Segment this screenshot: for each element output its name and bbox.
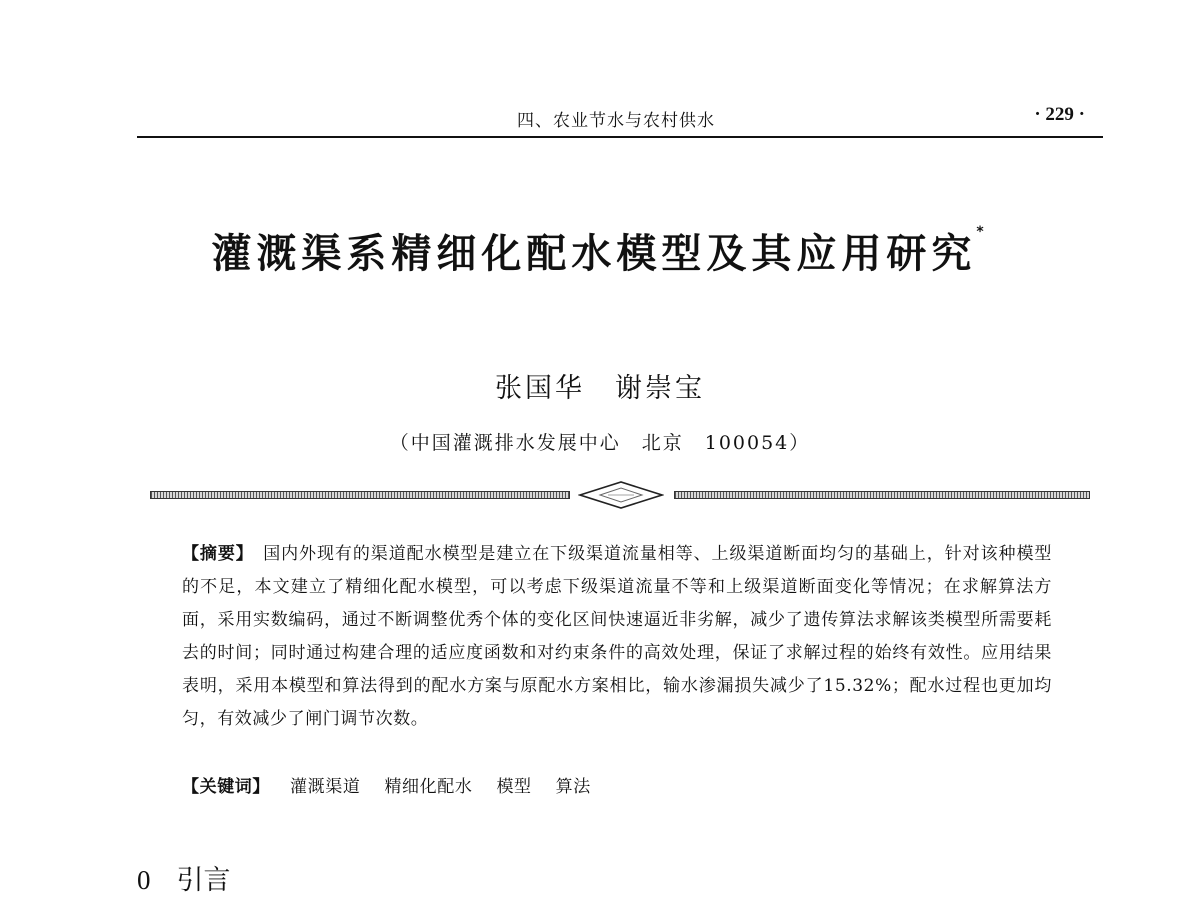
page-number: · 229 · bbox=[1034, 104, 1085, 125]
keyword: 灌溉渠道 bbox=[290, 777, 361, 797]
diamond-ornament-icon bbox=[578, 480, 664, 510]
abstract-label: 【摘要】 bbox=[182, 544, 246, 564]
divider-bar-left bbox=[150, 491, 570, 499]
keywords-label: 【关键词】 bbox=[182, 777, 270, 797]
section-title: 引言 bbox=[176, 865, 231, 896]
affiliation: （中国灌溉排水发展中心 北京 100054） bbox=[389, 432, 811, 454]
running-header bbox=[137, 98, 1103, 138]
title-footnote-mark: * bbox=[976, 224, 989, 240]
keyword: 精细化配水 bbox=[384, 777, 473, 797]
running-title: 四、农业节水与农村供水 bbox=[517, 111, 715, 131]
keyword: 模型 bbox=[496, 777, 532, 797]
section-number: 0 bbox=[137, 865, 151, 895]
paper-title bbox=[0, 222, 1200, 279]
keywords bbox=[182, 771, 1052, 804]
abstract-text: 国内外现有的渠道配水模型是建立在下级渠道流量相等、上级渠道断面均匀的基础上，针对该种模型的不足，本文建立了精细化配水模型，可以考虑下级渠道流量不等和上级渠道断面变化等情况；在求解算法方面，采用实数编码，通过不断调整优秀个体的变化区间快速逼近非劣解，减少了遗传算法求解该类模型所需要耗去的时间；同时通过构建合理的适应度函数和对约束条件的高效处理，保证了求解过程的始终有效性。应用结果表明，采用本模型和算法得到的配水方案与原配水方案相比，输水渗漏损失减少了15.32%；配水过程也更加均匀，有效减少了闸门调节次数。 bbox=[182, 544, 1052, 729]
paper-title-text: 灌溉渠系精细化配水模型及其应用研究 bbox=[211, 231, 977, 277]
keyword: 算法 bbox=[555, 777, 591, 797]
authors: 张国华 谢崇宝 bbox=[495, 373, 705, 404]
ornamental-divider bbox=[150, 480, 1090, 510]
section-heading bbox=[137, 858, 231, 897]
divider-bar-right bbox=[674, 491, 1090, 499]
abstract bbox=[182, 538, 1052, 736]
